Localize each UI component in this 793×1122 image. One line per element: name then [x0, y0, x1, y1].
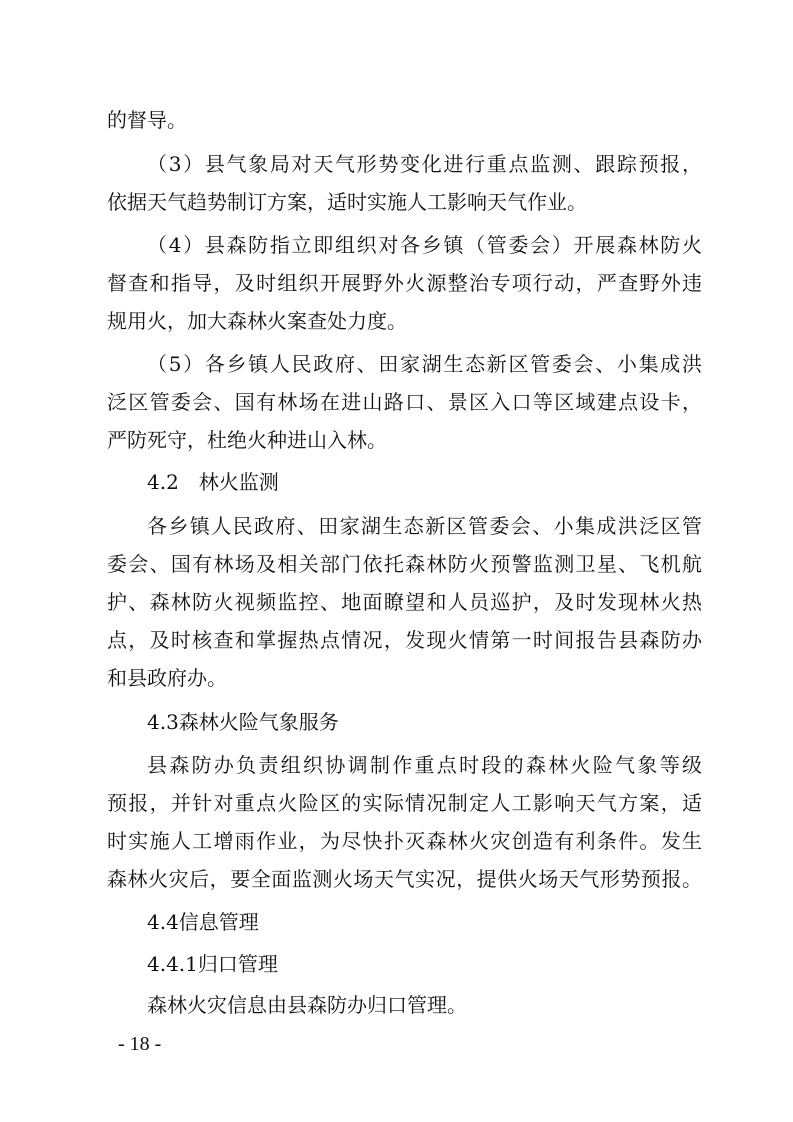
- paragraph-weather-monitoring-line-1: （3）县气象局对天气形势变化进行重点监测、跟踪预报，: [147, 152, 702, 176]
- paragraph-fire-monitoring-line-3: 护、森林防火视频监控、地面瞭望和人员巡护，及时发现林火热: [107, 590, 702, 614]
- paragraph-fire-monitoring-line-4: 点，及时核查和掌握热点情况，发现火情第一时间报告县森防办: [107, 628, 702, 652]
- paragraph-fire-monitoring-line-2: 委会、国有林场及相关部门依托森林防火预警监测卫星、飞机航: [107, 552, 702, 576]
- paragraph-weather-service-line-1: 县森防办负责组织协调制作重点时段的森林火险气象等级: [147, 753, 702, 777]
- paragraph-fire-monitoring-line-5: 和县政府办。: [107, 666, 227, 690]
- page-number: - 18 -: [118, 1033, 162, 1055]
- subsection-heading-centralized-management: 4.4.1归口管理: [147, 952, 278, 976]
- paragraph-weather-service-line-2: 预报，并针对重点火险区的实际情况制定人工影响天气方案，适: [107, 791, 702, 815]
- paragraph-inspection-line-2: 督查和指导，及时组织开展野外火源整治专项行动，严查野外违: [107, 271, 702, 295]
- paragraph-checkpoints-line-2: 泛区管委会、国有林场在进山路口、景区入口等区域建点设卡，: [107, 390, 702, 414]
- paragraph-weather-monitoring-line-2: 依据天气趋势制订方案，适时实施人工影响天气作业。: [107, 190, 587, 214]
- text-line-continuation: 的督导。: [107, 108, 187, 132]
- paragraph-weather-service-line-4: 森林火灾后，要全面监测火场天气实况，提供火场天气形势预报。: [107, 867, 702, 891]
- paragraph-inspection-line-3: 规用火，加大森林火案查处力度。: [107, 309, 407, 333]
- section-heading-information-management: 4.4信息管理: [147, 910, 259, 934]
- paragraph-weather-service-line-3: 时实施人工增雨作业，为尽快扑灭森林火灾创造有利条件。发生: [107, 829, 702, 853]
- paragraph-inspection-line-1: （4）县森防指立即组织对各乡镇（管委会）开展森林防火: [147, 233, 702, 257]
- paragraph-checkpoints-line-3: 严防死守，杜绝火种进山入林。: [107, 428, 387, 452]
- paragraph-centralized-management: 森林火灾信息由县森防办归口管理。: [147, 993, 467, 1017]
- paragraph-checkpoints-line-1: （5）各乡镇人民政府、田家湖生态新区管委会、小集成洪: [147, 352, 702, 376]
- section-heading-fire-monitoring: 4.2 林火监测: [147, 470, 279, 494]
- paragraph-fire-monitoring-line-1: 各乡镇人民政府、田家湖生态新区管委会、小集成洪泛区管: [147, 514, 702, 538]
- section-heading-weather-service: 4.3森林火险气象服务: [147, 710, 339, 734]
